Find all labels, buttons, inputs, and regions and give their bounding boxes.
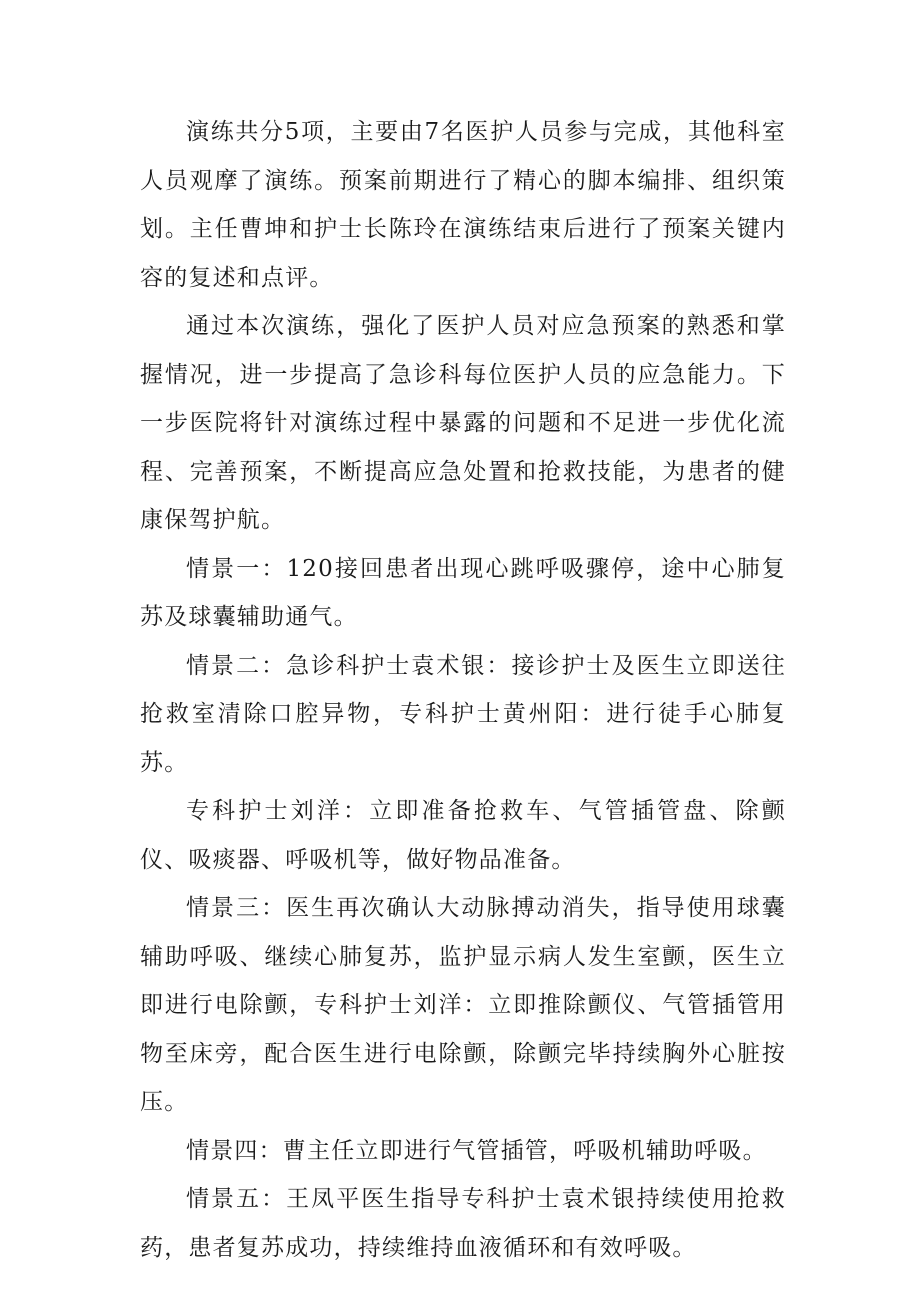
paragraph-drill-outcome: 通过本次演练，强化了医护人员对应急预案的熟悉和掌握情况，进一步提高了急诊科每位医护人员的应急能力。下一步医院将针对演练过程中暴露的问题和不足进一步优化流程、完善预案，不断提高应急处置和抢救技能，为患者的健康保驾护航。 (140, 313, 786, 533)
paragraph-specialist-nurse-prep: 专科护士刘洋：立即准备抢救车、气管插管盘、除颤仪、吸痰器、呼吸机等，做好物品准备。 (140, 798, 786, 873)
paragraph-scenario-three: 情景三：医生再次确认大动脉搏动消失，指导使用球囊辅助呼吸、继续心肺复苏，监护显示病人发生室颤，医生立即进行电除颤，专科护士刘洋：立即推除颤仪、气管插管用物至床旁，配合医生进行电除颤，除颤完毕持续胸外心脏按压。 (140, 895, 786, 1115)
paragraph-scenario-two: 情景二：急诊科护士袁术银：接诊护士及医生立即送往抢救室清除口腔异物，专科护士黄州阳：进行徒手心肺复苏。 (140, 652, 786, 776)
paragraph-scenario-four: 情景四：曹主任立即进行气管插管，呼吸机辅助呼吸。 (186, 1137, 767, 1164)
paragraph-drill-overview: 演练共分5项，主要由7名医护人员参与完成，其他科室人员观摩了演练。预案前期进行了精心的脚本编排、组织策划。主任曹坤和护士长陈玲在演练结束后进行了预案关键内容的复述和点评。 (140, 119, 786, 291)
document-body (140, 108, 786, 1272)
paragraph-scenario-one: 情景一：120接回患者出现心跳呼吸骤停，途中心肺复苏及球囊辅助通气。 (140, 555, 786, 630)
paragraph-scenario-five: 情景五：王凤平医生指导专科护士袁术银持续使用抢救药，患者复苏成功，持续维持血液循环和有效呼吸。 (140, 1186, 786, 1261)
